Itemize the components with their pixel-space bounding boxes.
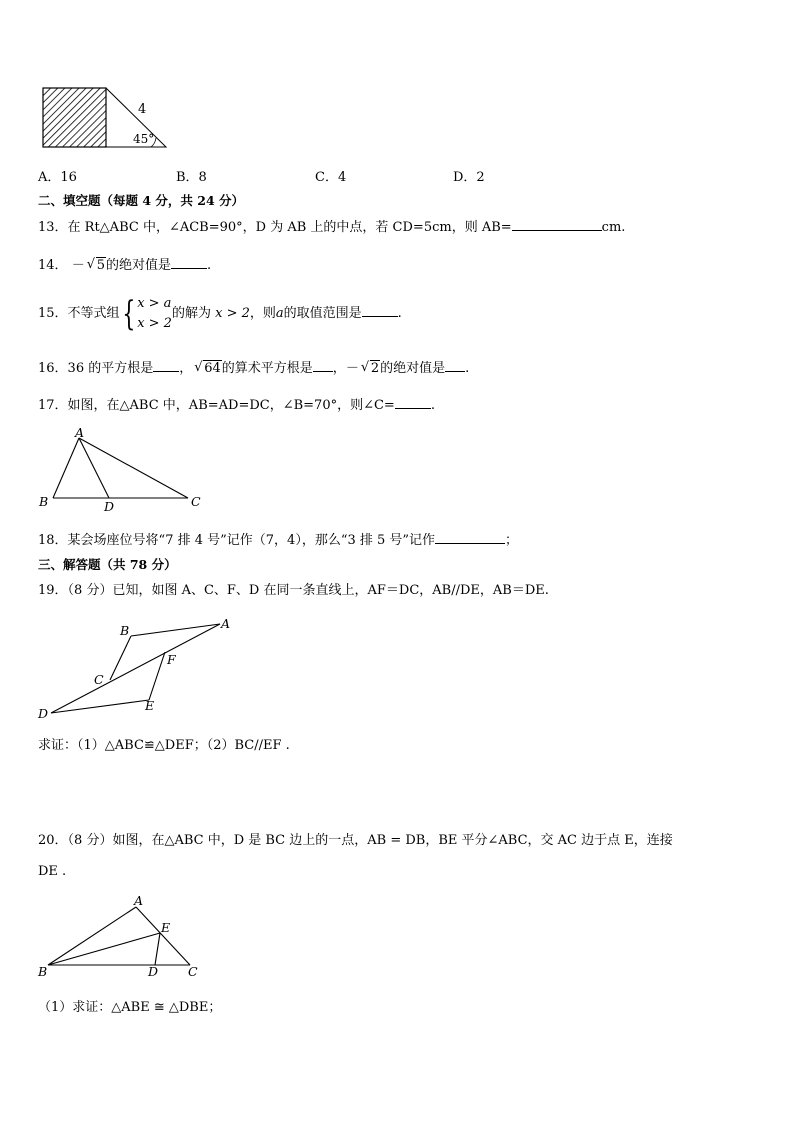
q17-label-b: B	[39, 494, 49, 509]
q14-radicand: 5	[96, 258, 105, 273]
q16-blank-2[interactable]	[313, 359, 333, 372]
q14-num: 14．	[38, 258, 68, 273]
q16-p2: ，	[179, 361, 193, 376]
q15-mid: 的解为	[171, 306, 211, 321]
section2-title: 二、填空题（每题 4 分，共 24 分）	[38, 193, 245, 208]
q12-option-c[interactable]: C．4	[315, 170, 347, 185]
q19-side-bc	[110, 636, 131, 680]
question-14	[38, 256, 211, 275]
q16-blank-3[interactable]	[445, 359, 465, 372]
q15-mid2: ，则	[249, 306, 276, 321]
q12-angle-label: 45°	[133, 132, 155, 146]
q12-shaded-square	[43, 88, 106, 147]
q16-radicand-64: 64	[204, 361, 221, 376]
q20-part1: （1）求证：△ABE ≅ △DBE；	[38, 1000, 222, 1015]
q19-side-fe	[149, 652, 165, 700]
q12-side-label: 4	[138, 102, 147, 117]
q19-label-f: F	[167, 652, 176, 667]
q17-label-a: A	[75, 425, 85, 440]
q19-line-ad	[51, 624, 220, 713]
q20-label-e: E	[161, 920, 171, 935]
q20-label-d: D	[148, 964, 159, 979]
q15-sys1: x > a	[137, 295, 172, 311]
q20-side-ac	[136, 907, 190, 965]
q17-text: 17．如图，在△ABC 中，AB=AD=DC，∠B=70°，则∠C=	[38, 398, 395, 413]
q16-end: .	[465, 361, 470, 376]
q19-side-ab	[131, 624, 220, 636]
q19-label-d: D	[38, 706, 49, 721]
q13-answer-blank[interactable]	[512, 218, 602, 231]
q20-label-c: C	[188, 964, 198, 979]
q19-figure	[40, 615, 240, 725]
q16-blank-1[interactable]	[153, 359, 179, 372]
q17-side-ac	[79, 438, 188, 498]
q13-unit: cm.	[601, 220, 626, 235]
q19-label-e: E	[145, 698, 155, 713]
q14-text: 的绝对值是	[105, 258, 171, 273]
q18-end: ；	[505, 533, 519, 548]
q15-end: .	[397, 306, 402, 321]
q20-side-ab	[48, 907, 136, 965]
question-18	[38, 531, 518, 550]
q20-segment-be	[48, 933, 160, 965]
q17-label-d: D	[104, 499, 115, 514]
q20-figure	[40, 895, 210, 975]
q18-text: 18．某会场座位号将“7 排 4 号”记作（7，4），那么“3 排 5 号”记作	[38, 533, 436, 548]
q19-label-c: C	[94, 672, 104, 687]
q20-label-a: A	[134, 893, 144, 908]
q20-line2: DE .	[38, 864, 67, 879]
q20-segment-de	[155, 933, 160, 965]
q16-p5: 的绝对值是	[380, 361, 446, 376]
q19-side-de	[51, 700, 149, 713]
q17-answer-blank[interactable]	[395, 396, 431, 409]
q12-option-a[interactable]: A．16	[38, 170, 77, 185]
question-17	[38, 396, 435, 415]
q12-option-b[interactable]: B．8	[176, 170, 207, 185]
section3-title: 三、解答题（共 78 分）	[38, 557, 177, 572]
q17-segment-ad	[79, 438, 109, 498]
q18-answer-blank[interactable]	[435, 531, 505, 544]
q15-num: 15．不等式组	[38, 306, 120, 321]
q19-label-a: A	[221, 616, 231, 631]
question-19: 19．（8 分）已知，如图 A、C、F、D 在同一条直线上，AF＝DC，AB//DE，AB＝DE.	[38, 583, 549, 598]
q12-option-d[interactable]: D．2	[453, 170, 485, 185]
q16-p4: ，	[332, 361, 346, 376]
q15-brace: {	[121, 293, 135, 334]
q16-minus: －	[345, 361, 359, 376]
q20-line1: 20．（8 分）如图，在△ABC 中，D 是 BC 边上的一点，AB = DB，BE 平分∠ABC，交 AC 边于点 E，连接	[38, 833, 673, 848]
q16-sqrt-64: √ 64	[194, 360, 221, 376]
q14-end: .	[207, 258, 212, 273]
q19-label-b: B	[120, 623, 130, 638]
q15-system	[137, 294, 172, 334]
q14-sqrt: √ 5	[86, 257, 105, 273]
q15-cond: x > 2	[215, 306, 250, 321]
q14-answer-blank[interactable]	[171, 256, 207, 269]
q17-label-c: C	[191, 494, 201, 509]
q16-sqrt-2: √ 2	[360, 360, 380, 376]
q19-prove: 求证：（1）△ABC≌△DEF；（2）BC//EF .	[38, 738, 290, 753]
q13-text: 13．在 Rt△ABC 中，∠ACB=90°，D 为 AB 上的中点，若 CD=5cm，则 AB=	[38, 220, 512, 235]
q15-sys2: x > 2	[137, 315, 172, 331]
q16-p3: 的算术平方根是	[221, 361, 313, 376]
q15-answer-blank[interactable]	[362, 304, 398, 317]
q14-minus: －	[71, 258, 85, 273]
q15-var: a	[275, 306, 284, 321]
q17-side-ab	[53, 438, 79, 498]
question-13	[38, 218, 625, 237]
q15-tail: 的取值范围是	[283, 306, 362, 321]
question-16	[38, 359, 469, 378]
q20-label-b: B	[38, 964, 48, 979]
q16-radicand-2: 2	[370, 361, 380, 376]
q16-num: 16．36 的平方根是	[38, 361, 154, 376]
q17-figure	[40, 425, 200, 515]
question-15	[38, 293, 402, 335]
q17-end: .	[430, 398, 435, 413]
